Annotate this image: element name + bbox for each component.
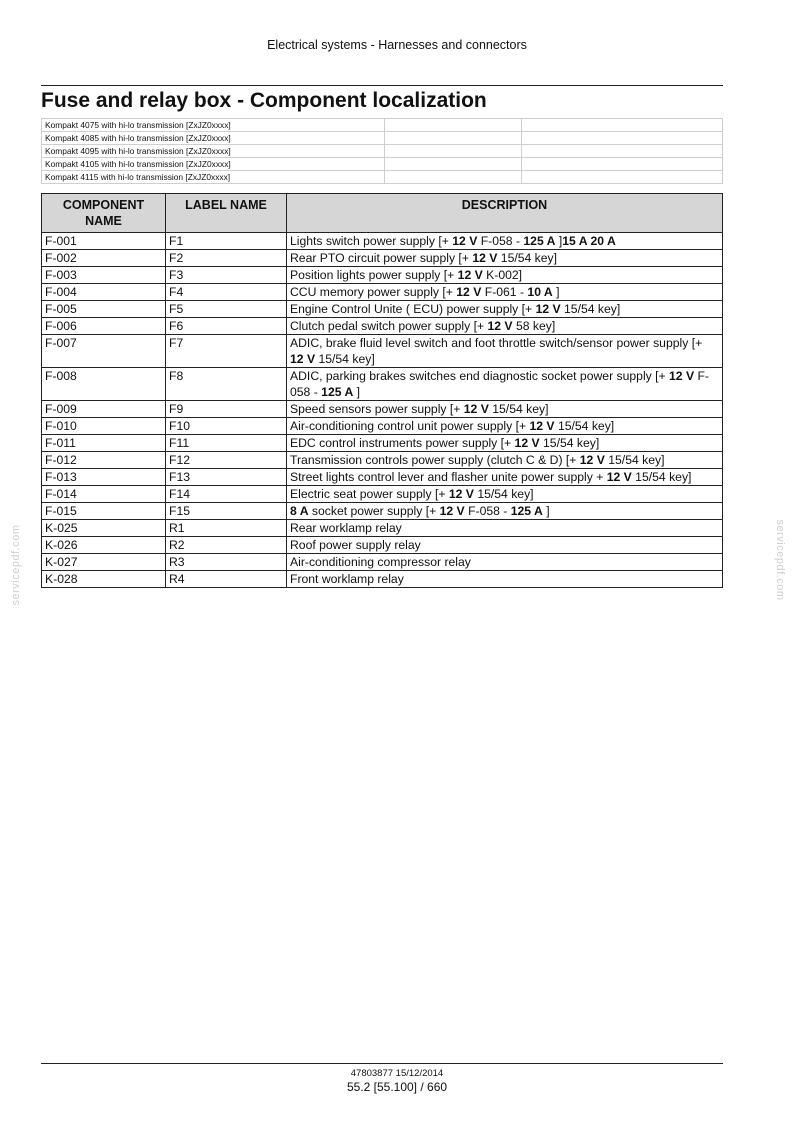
component-name-cell: F-001 [42,233,166,250]
description-text: ADIC, brake fluid level switch and foot throttle switch/sensor power supply [+ [290,336,703,350]
applicability-row [42,171,723,184]
description-text: 15/54 key] [631,470,692,484]
description-emphasis: 12 V [452,234,478,248]
label-name-cell: F14 [166,486,287,503]
description-text: 15/54 key] [497,251,558,265]
component-name-cell: K-027 [42,554,166,571]
description-text: Front worklamp relay [290,572,404,586]
component-name-cell: F-006 [42,318,166,335]
model-name: Kompakt 4075 with hi-lo transmission [ZxJZ0xxxx] [42,119,385,132]
description-emphasis: 12 V [529,419,555,433]
empty-cell [385,119,522,132]
description-text: 15/54 key] [554,419,615,433]
description-cell [287,318,723,335]
component-name-cell: F-014 [42,486,166,503]
description-text: 15/54 key] [315,352,375,366]
table-row [42,554,723,571]
description-cell [287,267,723,284]
description-emphasis: 12 V [290,352,316,366]
label-name-cell: F12 [166,452,287,469]
description-emphasis: 12 V [606,470,632,484]
applicability-row [42,158,723,171]
table-row [42,520,723,537]
description-text: ADIC, parking brakes switches end diagnostic socket power supply [+ [290,369,670,383]
label-name-cell: R2 [166,537,287,554]
description-emphasis: 12 V [472,251,498,265]
description-emphasis: 8 A [290,504,309,518]
description-text: F-058 - [464,504,511,518]
applicability-row [42,132,723,145]
description-text: Engine Control Unite ( ECU) power supply [+ [290,302,536,316]
table-row [42,368,723,401]
empty-cell [522,132,723,145]
component-name-cell: F-012 [42,452,166,469]
description-emphasis: 12 V [448,487,474,501]
label-name-cell: F3 [166,267,287,284]
table-row [42,452,723,469]
description-text: socket power supply [+ [308,504,440,518]
description-cell [287,233,723,250]
empty-cell [522,171,723,184]
document-reference: 47803877 15/12/2014 [350,1068,444,1079]
description-text: Electric seat power supply [+ [290,487,449,501]
description-cell [287,418,723,435]
empty-cell [385,171,522,184]
label-name-cell: F9 [166,401,287,418]
description-emphasis: 12 V [457,268,483,282]
table-row [42,571,723,588]
component-name-cell: K-028 [42,571,166,588]
description-cell [287,335,723,368]
component-table-header [42,194,723,233]
description-emphasis: 12 V [535,302,561,316]
table-row [42,335,723,368]
description-text: 58 key] [512,319,556,333]
description-emphasis: 125 A [321,385,354,399]
label-name-cell: F10 [166,418,287,435]
description-emphasis: 125 A [523,234,556,248]
footer-divider [41,1063,723,1064]
description-text: F-058 - [477,234,524,248]
header-component-name: COMPONENT NAME [42,194,166,233]
description-text: Rear worklamp relay [290,521,402,535]
applicability-row [42,119,723,132]
description-emphasis: 15 A 20 A [562,234,616,248]
description-text: ] [542,504,550,518]
applicability-table [41,118,723,184]
label-name-cell: F1 [166,233,287,250]
table-row [42,284,723,301]
component-table [41,193,723,588]
description-emphasis: 12 V [669,369,695,383]
description-emphasis: 12 V [579,453,605,467]
description-text: Roof power supply relay [290,538,421,552]
description-cell [287,452,723,469]
table-row [42,537,723,554]
description-text: Transmission controls power supply (clutch C & D) [+ [290,453,580,467]
table-row [42,401,723,418]
description-text: 15/54 key] [473,487,534,501]
label-name-cell: F8 [166,368,287,401]
page-number: 55.2 [55.100] / 660 [346,1080,448,1094]
component-name-cell: F-011 [42,435,166,452]
label-name-cell: F5 [166,301,287,318]
description-cell [287,520,723,537]
table-row [42,418,723,435]
component-name-cell: F-008 [42,368,166,401]
description-text: 15/54 key] [539,436,600,450]
description-text: ] [552,285,560,299]
model-name: Kompakt 4105 with hi-lo transmission [ZxJZ0xxxx] [42,158,385,171]
label-name-cell: R1 [166,520,287,537]
component-name-cell: F-002 [42,250,166,267]
description-cell [287,486,723,503]
description-text: EDC control instruments power supply [+ [290,436,515,450]
label-name-cell: R3 [166,554,287,571]
component-name-cell: F-013 [42,469,166,486]
model-name: Kompakt 4115 with hi-lo transmission [ZxJZ0xxxx] [42,171,385,184]
description-cell [287,503,723,520]
applicability-row [42,145,723,158]
table-row [42,318,723,335]
header-divider [41,85,723,86]
table-row [42,233,723,250]
component-name-cell: F-003 [42,267,166,284]
empty-cell [385,145,522,158]
description-emphasis: 12 V [463,402,489,416]
description-text: CCU memory power supply [+ [290,285,457,299]
component-name-cell: F-007 [42,335,166,368]
description-text: Lights switch power supply [+ [290,234,453,248]
table-row [42,435,723,452]
component-name-cell: F-005 [42,301,166,318]
empty-cell [522,145,723,158]
empty-cell [385,132,522,145]
description-text: Air-conditioning control unit power supply [+ [290,419,530,433]
description-text: ] [353,385,361,399]
label-name-cell: F4 [166,284,287,301]
page-title: Fuse and relay box - Component localization [41,89,487,112]
table-row [42,486,723,503]
description-text: Clutch pedal switch power supply [+ [290,319,488,333]
description-text: Air-conditioning compressor relay [290,555,471,569]
component-name-cell: K-026 [42,537,166,554]
description-text: ] [555,234,563,248]
table-row [42,301,723,318]
description-cell [287,301,723,318]
description-cell [287,571,723,588]
label-name-cell: F7 [166,335,287,368]
description-text: F-061 - [481,285,528,299]
description-text: 15/54 key] [604,453,665,467]
table-row [42,250,723,267]
description-emphasis: 12 V [487,319,513,333]
model-name: Kompakt 4095 with hi-lo transmission [ZxJZ0xxxx] [42,145,385,158]
description-emphasis: 12 V [514,436,540,450]
description-text: Position lights power supply [+ [290,268,458,282]
header-label-name: LABEL NAME [166,194,287,233]
label-name-cell: R4 [166,571,287,588]
description-text: Rear PTO circuit power supply [+ [290,251,473,265]
description-cell [287,537,723,554]
label-name-cell: F15 [166,503,287,520]
watermark-right: servicepdf.com [774,519,786,601]
component-name-cell: F-004 [42,284,166,301]
description-text: 15/54 key] [560,302,621,316]
description-text: F-058 - [290,369,709,399]
description-cell [287,368,723,401]
table-row [42,503,723,520]
description-emphasis: 10 A [527,285,553,299]
empty-cell [522,119,723,132]
label-name-cell: F13 [166,469,287,486]
table-row [42,267,723,284]
watermark-left: servicepdf.com [10,524,22,606]
label-name-cell: F6 [166,318,287,335]
description-cell [287,435,723,452]
empty-cell [385,158,522,171]
description-text: 15/54 key] [488,402,549,416]
component-name-cell: F-009 [42,401,166,418]
model-name: Kompakt 4085 with hi-lo transmission [ZxJZ0xxxx] [42,132,385,145]
running-header: Electrical systems - Harnesses and connectors [267,38,527,52]
component-name-cell: K-025 [42,520,166,537]
label-name-cell: F11 [166,435,287,452]
description-cell [287,284,723,301]
description-text: Speed sensors power supply [+ [290,402,464,416]
empty-cell [522,158,723,171]
table-row [42,469,723,486]
label-name-cell: F2 [166,250,287,267]
description-emphasis: 125 A [510,504,543,518]
description-emphasis: 12 V [456,285,482,299]
description-text: K-002] [482,268,523,282]
description-cell [287,250,723,267]
description-cell [287,554,723,571]
component-name-cell: F-015 [42,503,166,520]
description-cell [287,469,723,486]
description-text: Street lights control lever and flasher unite power supply + [290,470,607,484]
description-cell [287,401,723,418]
component-name-cell: F-010 [42,418,166,435]
description-emphasis: 12 V [439,504,465,518]
header-description: DESCRIPTION [287,194,723,233]
